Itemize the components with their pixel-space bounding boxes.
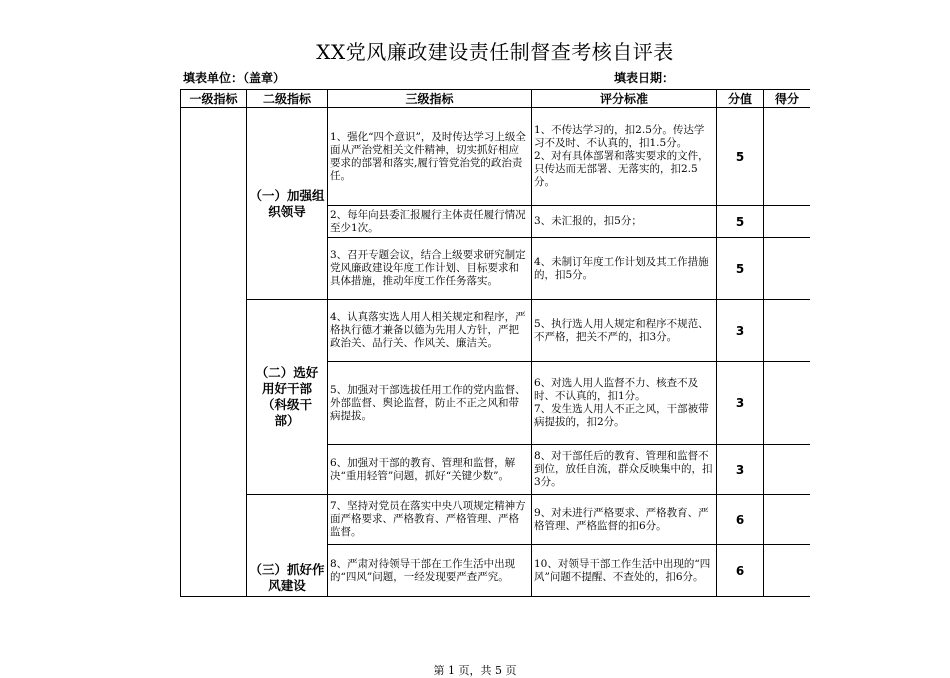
earned-cell[interactable] xyxy=(764,545,811,597)
score-cell: 6 xyxy=(717,545,764,597)
level3-cell: 4、认真落实选人用人相关规定和程序，严格执行德才兼备以德为先用人方针，严把政治关、品行关、作风关、廉洁关。 xyxy=(328,300,532,362)
page-title: XX党风廉政建设责任制督查考核自评表 xyxy=(316,40,674,64)
level3-cell: 5、加强对干部选拔任用工作的党内监督、外部监督、舆论监督，防止不正之风和带病提拔。 xyxy=(328,362,532,445)
level3-cell: 3、召开专题会议，结合上级要求研究制定党风廉政建设年度工作计划、目标要求和具体措施，推动年度工作任务落实。 xyxy=(328,238,532,300)
level2-cell: （二）选好用好干部（科级干部） xyxy=(247,300,328,495)
table-row xyxy=(181,108,811,206)
level3-cell: 8、严肃对待领导干部在工作生活中出现的“四风”问题，一经发现要严查严究。 xyxy=(328,545,532,597)
score-cell: 3 xyxy=(717,300,764,362)
score-cell: 5 xyxy=(717,206,764,238)
criteria-cell: 1、不传达学习的，扣2.5分。传达学习不及时、不认真的，扣1.5分。 2、对有具体部署和落实要求的文件，只传达而无部署、无落实的，扣2.5分。 xyxy=(532,108,717,206)
header-level3: 三级指标 xyxy=(328,90,532,108)
earned-cell[interactable] xyxy=(764,206,811,238)
fill-date-label: 填表日期： xyxy=(614,71,675,85)
fill-unit-label: 填表单位：（盖章） xyxy=(183,71,286,85)
score-cell: 3 xyxy=(717,362,764,445)
level2-cell: （三）抓好作风建设 xyxy=(247,495,328,597)
score-cell: 5 xyxy=(717,108,764,206)
level1-cell xyxy=(181,108,247,597)
evaluation-table xyxy=(180,89,810,597)
criteria-cell: 10、对领导干部工作生活中出现的“四风”问题不提醒、不查处的，扣6分。 xyxy=(532,545,717,597)
criteria-cell: 5、执行选人用人规定和程序不规范、不严格，把关不严的，扣3分。 xyxy=(532,300,717,362)
level3-cell: 2、每年向县委汇报履行主体责任履行情况至少1次。 xyxy=(328,206,532,238)
level3-cell: 1、强化“四个意识”，及时传达学习上级全面从严治党相关文件精神，切实抓好相应要求的部署和落实,履行管党治党的政治责任。 xyxy=(328,108,532,206)
page-footer: 第 1 页，共 5 页 xyxy=(433,664,517,677)
criteria-cell: 8、对干部任后的教育、管理和监督不到位，放任自流，群众反映集中的，扣3分。 xyxy=(532,445,717,495)
level3-cell: 6、加强对干部的教育、管理和监督，解决“重用轻管”问题，抓好“关键少数”。 xyxy=(328,445,532,495)
criteria-cell: 4、未制订年度工作计划及其工作措施的，扣5分。 xyxy=(532,238,717,300)
evaluation-sheet xyxy=(180,89,810,597)
earned-cell[interactable] xyxy=(764,495,811,545)
score-cell: 6 xyxy=(717,495,764,545)
score-cell: 5 xyxy=(717,238,764,300)
earned-cell[interactable] xyxy=(764,445,811,495)
earned-cell[interactable] xyxy=(764,300,811,362)
header-level2: 二级指标 xyxy=(247,90,328,108)
table-header-row xyxy=(181,90,811,108)
score-cell: 3 xyxy=(717,445,764,495)
earned-cell[interactable] xyxy=(764,238,811,300)
earned-cell[interactable] xyxy=(764,108,811,206)
level3-cell: 7、坚持对党员在落实中央八项规定精神方面严格要求、严格教育、严格管理、严格监督。 xyxy=(328,495,532,545)
earned-cell[interactable] xyxy=(764,362,811,445)
level2-cell: （一）加强组织领导 xyxy=(247,108,328,300)
criteria-cell: 3、未汇报的，扣5分； xyxy=(532,206,717,238)
criteria-cell: 9、对未进行严格要求、严格教育、严格管理、严格监督的扣6分。 xyxy=(532,495,717,545)
header-earned: 得分 xyxy=(764,90,811,108)
header-criteria: 评分标准 xyxy=(532,90,717,108)
table-row xyxy=(181,495,811,545)
criteria-cell: 6、对选人用人监督不力、核查不及时、不认真的，扣1分。 7、发生选人用人不正之风，干部被带病提拔的，扣2分。 xyxy=(532,362,717,445)
table-row xyxy=(181,300,811,362)
header-level1: 一级指标 xyxy=(181,90,247,108)
header-score: 分值 xyxy=(717,90,764,108)
